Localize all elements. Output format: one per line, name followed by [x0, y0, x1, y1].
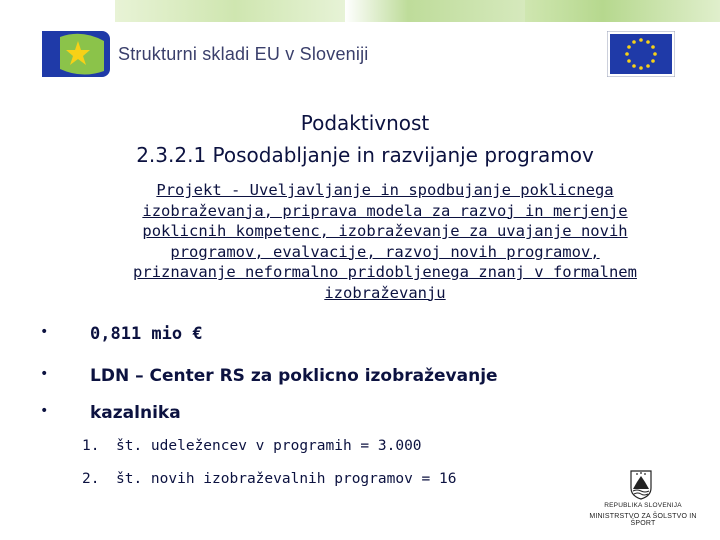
project-line: izobraževanja, priprava modela za razvoj in merjenje: [142, 201, 628, 220]
project-line: Projekt - Uveljavljanje in spodbujanje poklicnega: [156, 181, 614, 199]
bullet-marker: •: [40, 324, 49, 340]
project-line: programov, evalvacije, razvoj novih programov,: [170, 242, 600, 261]
subactivity-title: [0, 143, 720, 167]
eu-structural-funds-star-logo-icon: [42, 31, 110, 77]
band-gradient-1: [115, 0, 355, 22]
indicator-text: št. novih izobraževalnih programov = 16: [116, 471, 457, 487]
bullet-text: 0,811 mio €: [90, 324, 203, 344]
bullet-text: LDN – Center RS za poklicno izobraževanje: [90, 366, 498, 386]
header-title: Strukturni skladi EU v Sloveniji: [118, 44, 369, 64]
ministry-republic-label: REPUBLIKA SLOVENIJA: [604, 502, 682, 509]
project-description: [85, 180, 685, 303]
eu-flag-icon: [607, 31, 675, 77]
subactivity-label: Podaktivnost: [300, 111, 430, 135]
indicator-number: 1.: [82, 438, 100, 454]
bullet-text: kazalnika: [90, 403, 181, 423]
bullet-marker: •: [40, 403, 49, 419]
slovenia-coat-of-arms-icon: [630, 470, 652, 500]
project-line: izobraževanju: [324, 283, 446, 302]
indicator-number: 2.: [82, 471, 100, 487]
ministry-logo: [580, 470, 706, 528]
ministry-name-label: MINISTRSTVO ZA ŠOLSTVO IN ŠPORT: [589, 513, 697, 527]
project-line: poklicnih kompetenc, izobraževanje za uvajanje novih: [142, 222, 628, 240]
band-gradient-3: [525, 0, 720, 22]
band-gradient-2: [345, 0, 525, 22]
bullet-marker: •: [40, 366, 49, 382]
indicator-text: št. udeležencev v programih = 3.000: [116, 438, 422, 454]
top-decorative-band: [0, 0, 720, 22]
project-line: priznavanje neformalno pridobljenega znanj v formalnem: [133, 263, 637, 281]
subactivity-title-text: 2.3.2.1 Posodabljanje in razvijanje programov: [136, 143, 594, 167]
